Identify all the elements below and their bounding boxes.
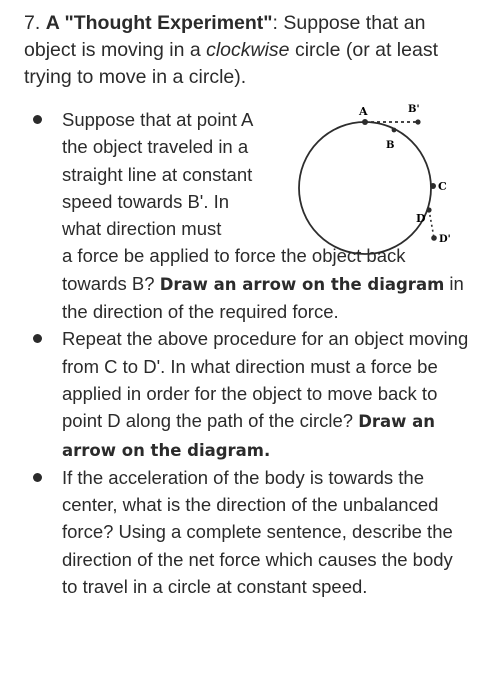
bullet-1-instruction: Draw an arrow on the diagram bbox=[159, 274, 445, 294]
bullet-2-text-block bbox=[62, 325, 472, 463]
label-bprime: B' bbox=[408, 104, 420, 115]
label-d: D bbox=[416, 212, 426, 225]
bullet-3-text: If the acceleration of the body is towards the center, what is the direction of the unbalanced force? Using a complete sentence, describe the direction of the net force which causes the body to travel in a circle at constant speed. bbox=[62, 466, 453, 598]
label-b: B bbox=[386, 140, 395, 151]
label-a: A bbox=[359, 105, 368, 118]
question-number: 7. bbox=[24, 12, 41, 34]
bullet-1-text-continued: a force be applied to force the object back towards B? bbox=[62, 245, 406, 294]
bullet-2-text: Repeat the above procedure for an object moving from C to D'. In what direction must a force be applied in order for the object to move back to point D along the path of the circle? bbox=[62, 328, 469, 432]
bullet-2-instruction: Draw an arrow on the diagram. bbox=[62, 412, 436, 460]
prompt-text-before: : Suppose that an object is moving in a bbox=[24, 12, 426, 61]
list-item bbox=[0, 325, 491, 463]
list-item bbox=[0, 106, 491, 325]
prompt-text-after: circle (or at least trying to move in a circle). bbox=[24, 39, 438, 88]
list-item bbox=[0, 464, 491, 600]
prompt-clockwise: clockwise bbox=[206, 39, 290, 61]
label-c: C bbox=[438, 180, 447, 193]
bullet-dot bbox=[33, 473, 42, 482]
bullet-1-text-wrapped: Suppose that at point A the object traveled in a straight line at constant speed towards B'. In what direction must bbox=[62, 109, 253, 240]
question-list bbox=[0, 106, 491, 600]
question-prompt bbox=[24, 10, 472, 91]
bullet-dot bbox=[33, 115, 42, 124]
question-heading: A "Thought Experiment" bbox=[45, 12, 273, 34]
bullet-1-text bbox=[62, 242, 472, 325]
bullet-1-tail: in the direction of the required force. bbox=[62, 272, 464, 323]
bullet-dot bbox=[33, 334, 42, 343]
label-dprime: D' bbox=[439, 234, 451, 245]
